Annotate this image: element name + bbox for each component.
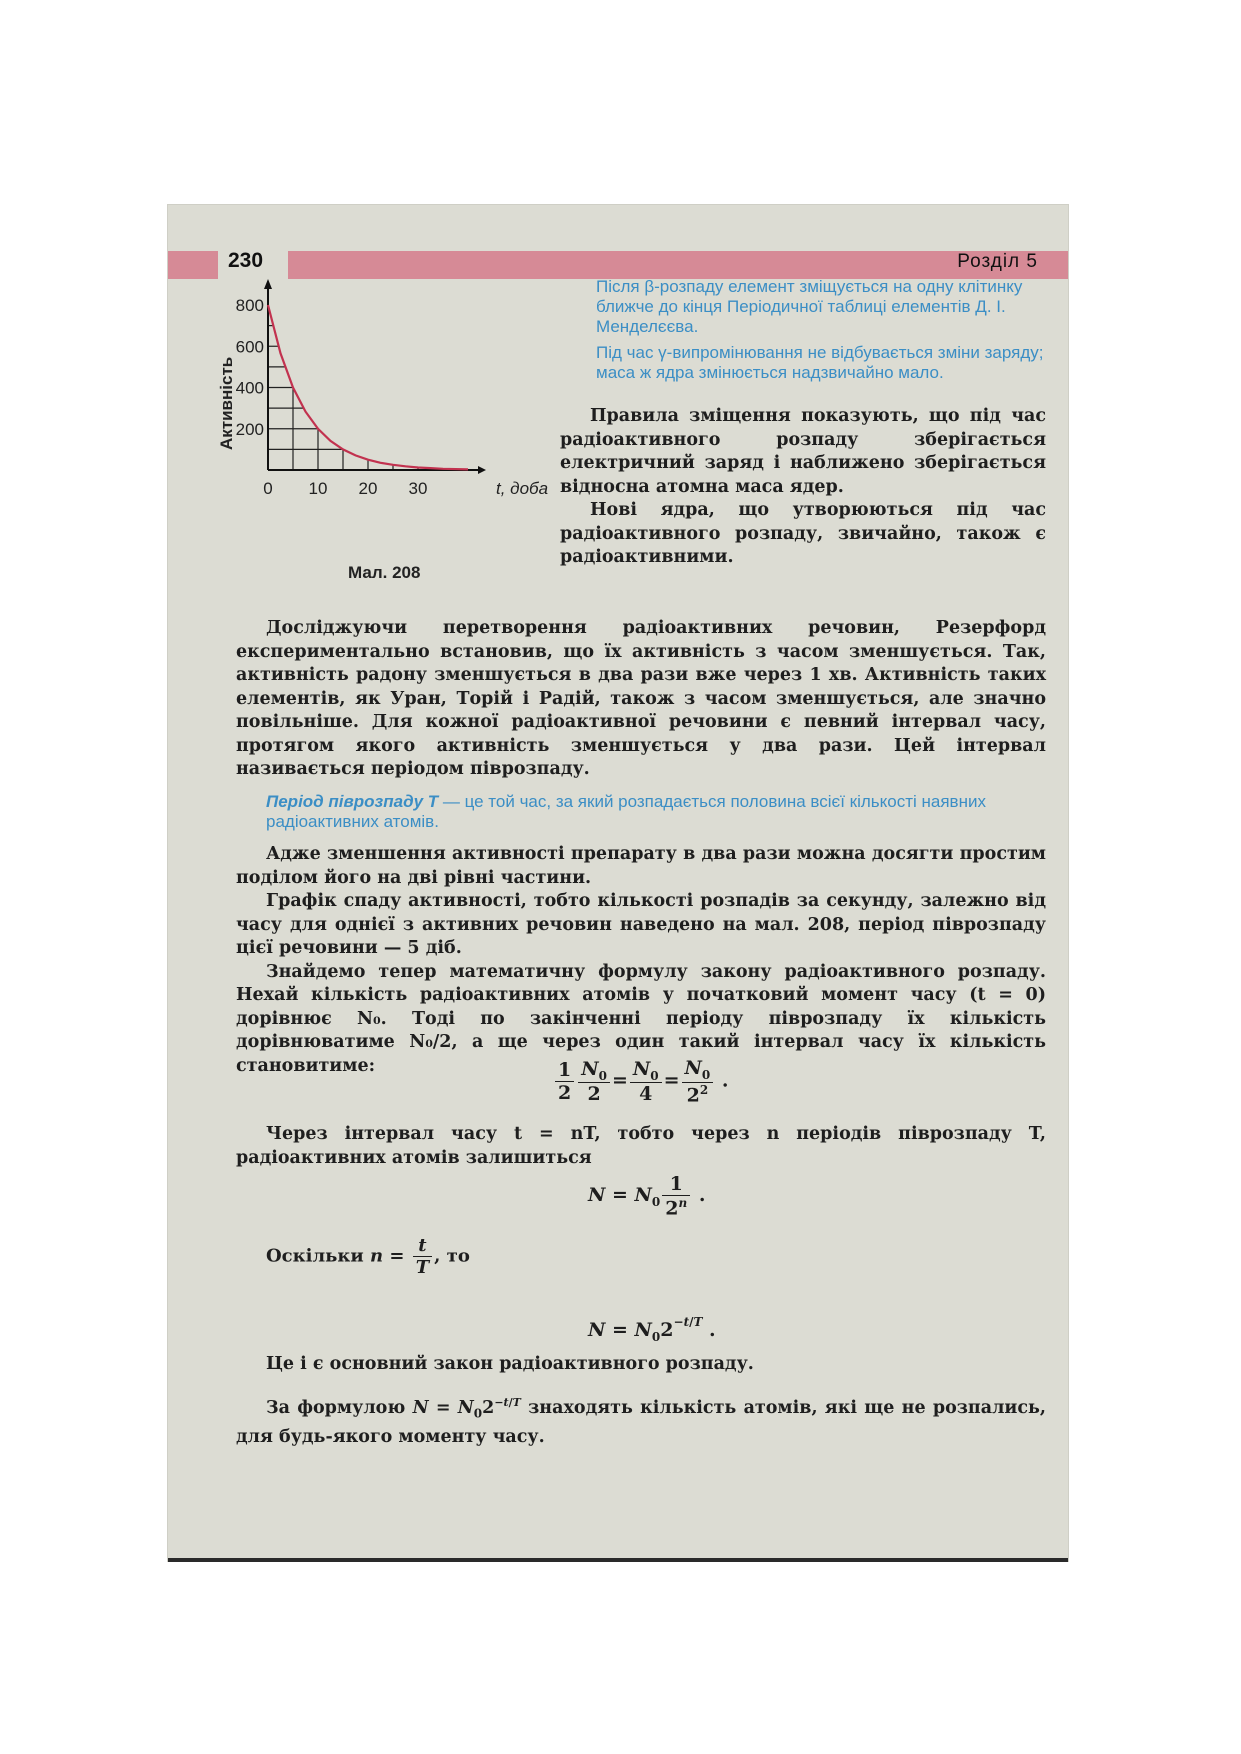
figure-caption: Мал. 208: [348, 563, 421, 582]
formula-n-definition: Оскільки n = $\frac{t}{T}$ , то: [266, 1235, 470, 1278]
law-prefix: Це і є: [266, 1354, 330, 1374]
callout-gamma-text: Під час γ-випромінювання не відбувається зміни заряду; маса ж ядра змінюється надзвичайно мало.: [596, 343, 1044, 382]
callout-beta: [596, 277, 1046, 389]
page-number: 230: [228, 249, 264, 272]
formula-decay-law: $N = N_02^{-t/T}$ .: [588, 1315, 716, 1344]
definition-text: — це той час, за який розпадається половина всієї кількості наявних радіоактивних атомів.: [266, 792, 986, 831]
right-column-text: [560, 405, 1046, 570]
y-axis-label: Активність: [217, 356, 236, 450]
x-tick-label: 30: [408, 479, 428, 498]
final-paragraph: [236, 1391, 1046, 1449]
final-suffix: знаходять кількість атомів, які ще не розпались, для будь-якого моменту часу.: [236, 1397, 1047, 1447]
textbook-page: [168, 205, 1068, 1561]
paragraph-graph: Графік спаду активності, тобто кількості розпадів за секунду, залежно від часу для однієї з активних речовин наведено на мал. 208, період піврозпаду цієї речовини — 5 діб.: [236, 891, 1046, 958]
paragraph-rutherford: Досліджуючи перетворення радіоактивних речовин, Резерфорд експериментально встановив, що їх активність з часом зменшується. Так, активність радону зменшується в два рази вже через 1 хв. Активність таких елементів, як Уран, Торій і Радій, також з часом зменшується, але значно повільніше. Для кожної радіоактивної речовини є певний інтервал часу, протягом якого активність зменшується у два рази. Цей інтервал називається періодом піврозпаду.: [236, 618, 1046, 779]
paragraph-halving: Адже зменшення активності препарату в два рази можна досягти простим поділом його на дві рівні частини.: [236, 844, 1046, 888]
text-block-2: [236, 843, 1046, 1078]
paragraph-new-nuclei: Нові ядра, що утворюються під час радіоактивного розпаду, звичайно, також є радіоактивними.: [560, 500, 1046, 567]
y-tick-label: 200: [235, 419, 264, 439]
page-bottom-edge: [168, 1558, 1068, 1562]
header-band: [168, 251, 1068, 279]
paragraph-n-periods: Через інтервал часу t = nT, тобто через n періодів піврозпаду T, радіоактивних атомів залишиться: [236, 1124, 1046, 1168]
y-tick-label: 800: [235, 296, 264, 315]
x-axis-arrow: [478, 466, 486, 474]
main-text-block: [236, 617, 1046, 782]
x-tick-label: 20: [358, 479, 378, 498]
paragraph-shift-rules: Правила зміщення показують, що під час радіоактивного розпаду зберігається електричний заряд і наближено зберігається відносна атомна маса ядер.: [560, 406, 1046, 497]
y-axis-arrow: [264, 279, 272, 289]
formula-halving: $\frac{1}{2}$ $\frac{N_0}{2}$ = $\frac{N_0}{4}$ = $\frac{N_0}{2^2}$ .: [553, 1057, 729, 1106]
final-prefix: За формулою: [266, 1397, 406, 1418]
decay-curve: [268, 305, 468, 469]
law-statement: [266, 1353, 1046, 1377]
text-block-3: [236, 1123, 1046, 1170]
y-tick-label: 400: [235, 378, 264, 398]
y-tick-label: 600: [235, 337, 264, 357]
definition-term: Період піврозпаду T: [266, 792, 439, 811]
final-sentence: За формулою $N = N_02^{-t/T}$ знаходять кількість атомів, які ще не розпались, для будь-якого моменту часу.: [236, 1396, 1047, 1447]
paragraph-formula-intro: Знайдемо тепер математичну формулу закону радіоактивного розпаду. Нехай кількість радіоактивних атомів у початковий момент часу (t = 0) дорівнює N₀. Тоді по закінченні періоду піврозпаду їх кількість дорівнюватиме N₀/2, а ще через один такий інтервал часу їх кількість становитиме:: [236, 961, 1046, 1076]
formula-n-periods: $N = N_0$ $\frac{1}{2^n}$ .: [588, 1173, 706, 1220]
section-label: Розділ 5: [957, 251, 1038, 272]
callout-beta-text: Після β-розпаду елемент зміщується на одну клітинку ближче до кінця Періодичної таблиці елементів Д. І. Менделєєва.: [596, 277, 1023, 336]
then-label: , то: [434, 1245, 470, 1267]
x-tick-label: 10: [308, 479, 328, 498]
x-axis-label: t, доба: [496, 479, 549, 498]
since-label: Оскільки: [266, 1245, 364, 1267]
x-tick-label: 0: [263, 479, 273, 498]
activity-decay-chart: [217, 296, 549, 565]
definition-half-life: [266, 792, 1046, 832]
law-name: основний закон радіоактивного розпаду.: [329, 1354, 754, 1374]
